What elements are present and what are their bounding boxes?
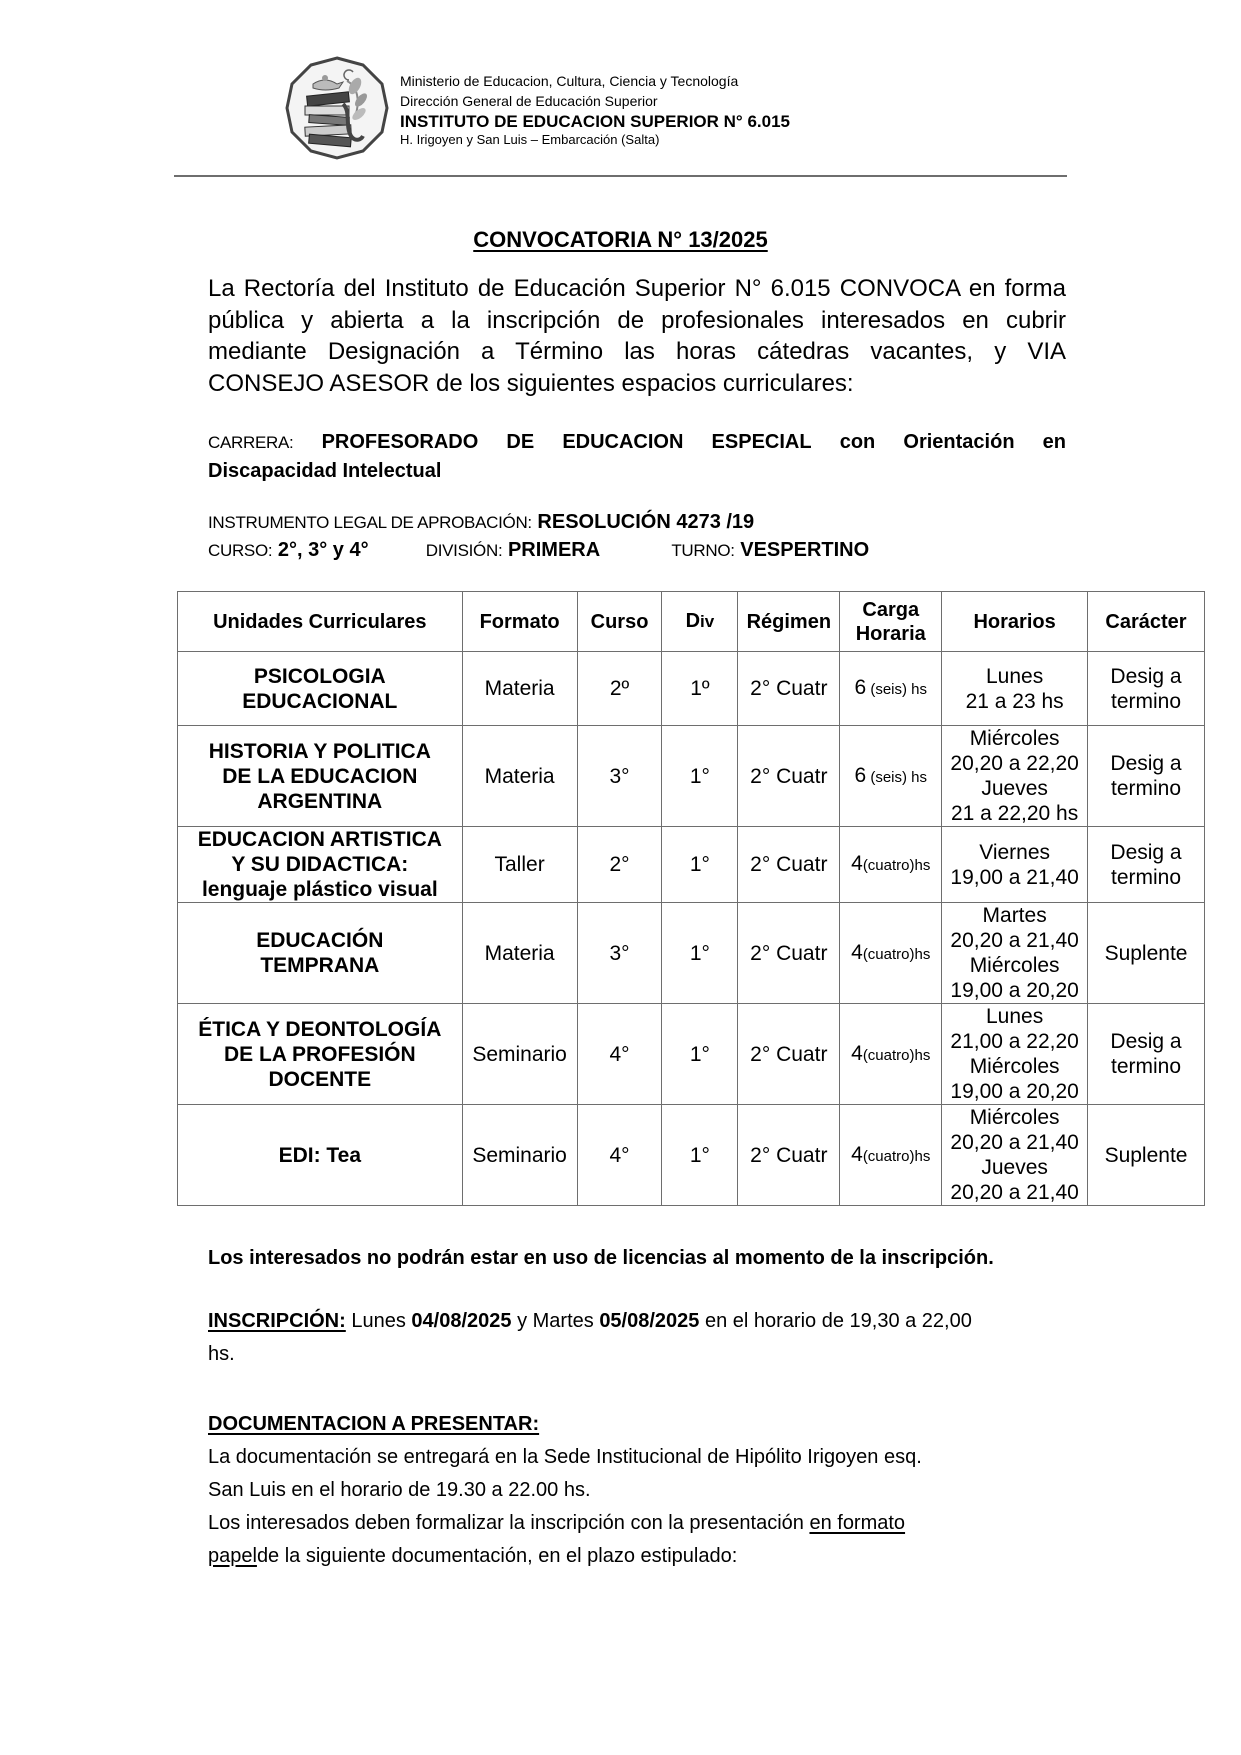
cell-formato: Materia xyxy=(462,903,577,1004)
cell-curso: 3° xyxy=(577,903,662,1004)
cell-horarios: Lunes 21,00 a 22,20 Miércoles 19,00 a 20,20 xyxy=(942,1004,1088,1105)
col-horarios: Horarios xyxy=(942,592,1088,652)
ministry-line: Ministerio de Educacion, Cultura, Ciencia y Tecnología xyxy=(400,73,739,89)
carrera-orientation-cont: Discapacidad Intelectual xyxy=(208,460,442,482)
cell-carga: 4(cuatro)hs xyxy=(840,1105,942,1206)
carrera-name: PROFESORADO DE EDUCACION ESPECIAL xyxy=(321,431,812,453)
instrumento-value: RESOLUCIÓN 4273 /19 xyxy=(537,511,755,533)
carrera-block xyxy=(208,428,1066,485)
inscripcion-date-1: 04/08/2025 xyxy=(411,1310,512,1332)
cell-formato: Materia xyxy=(462,726,577,827)
cell-horarios: Miércoles 20,20 a 21,40 Jueves 20,20 a 21,40 xyxy=(942,1105,1088,1206)
cell-caracter: Desig a termino xyxy=(1088,827,1205,903)
col-carga: Carga Horaria xyxy=(840,592,942,652)
inscripcion-label: INSCRIPCIÓN: xyxy=(208,1310,346,1332)
institute-address: H. Irigoyen y San Luis – Embarcación (Salta) xyxy=(400,132,660,147)
intro-line: CONSEJO ASESOR de los siguientes espacios curriculares: xyxy=(208,369,854,397)
col-div: Div xyxy=(662,592,738,652)
carrera-orientation: con Orientación en xyxy=(839,431,1067,453)
cell-horarios: Viernes 19,00 a 21,40 xyxy=(942,827,1088,903)
cell-regimen: 2° Cuatr xyxy=(738,726,840,827)
cell-carga: 4(cuatro)hs xyxy=(840,1004,942,1105)
cell-div: 1° xyxy=(662,726,738,827)
instrumento-legal xyxy=(208,508,754,537)
cell-regimen: 2° Cuatr xyxy=(738,903,840,1004)
division-label: DIVISIÓN: xyxy=(425,541,503,560)
table-row xyxy=(178,1105,1205,1206)
carrera-label: CARRERA: xyxy=(208,433,294,452)
cell-regimen: 2° Cuatr xyxy=(738,1004,840,1105)
cell-caracter: Desig a termino xyxy=(1088,652,1205,726)
cell-caracter: Desig a termino xyxy=(1088,726,1205,827)
cell-regimen: 2° Cuatr xyxy=(738,827,840,903)
cell-unidad: PSICOLOGIA EDUCACIONAL xyxy=(178,652,463,726)
header-divider xyxy=(174,175,1067,177)
documentacion-line: Los interesados deben formalizar la inscripción con la presentación en formato xyxy=(208,1512,906,1534)
cell-carga: 4(cuatro)hs xyxy=(840,903,942,1004)
cell-formato: Taller xyxy=(462,827,577,903)
intro-line: La Rectoría del Instituto de Educación Superior N° 6.015 CONVOCA en forma xyxy=(208,275,1066,302)
documentacion-line: La documentación se entregará en la Sede Institucional de Hipólito Irigoyen esq. xyxy=(208,1446,922,1468)
turno-label: TURNO: xyxy=(671,541,735,560)
cell-curso: 4° xyxy=(577,1004,662,1105)
intro-line: mediante Designación a Término las horas cátedras vacantes, y VIA xyxy=(208,338,1066,365)
cell-unidad: ÉTICA Y DEONTOLOGÍA DE LA PROFESIÓN DOCENTE xyxy=(178,1004,463,1105)
cell-unidad: EDUCACION ARTISTICA Y SU DIDACTICA: lenguaje plástico visual xyxy=(178,827,463,903)
curso-label: CURSO: xyxy=(208,541,273,560)
cell-curso: 4° xyxy=(577,1105,662,1206)
col-unidades: Unidades Curriculares xyxy=(178,592,463,652)
curso-division-turno xyxy=(208,536,869,565)
curricular-units-table xyxy=(177,591,1205,1206)
cell-horarios: Lunes 21 a 23 hs xyxy=(942,652,1088,726)
col-formato: Formato xyxy=(462,592,577,652)
document-title: CONVOCATORIA N° 13/2025 xyxy=(473,227,768,252)
table-row xyxy=(178,652,1205,726)
cell-div: 1° xyxy=(662,1004,738,1105)
cell-formato: Materia xyxy=(462,652,577,726)
cell-unidad: EDUCACIÓN TEMPRANA xyxy=(178,903,463,1004)
cell-carga: 6 (seis) hs xyxy=(840,652,942,726)
documentacion-line: papelde la siguiente documentación, en el plazo estipulado: xyxy=(208,1545,738,1567)
cell-horarios: Miércoles 20,20 a 22,20 Jueves 21 a 22,20 hs xyxy=(942,726,1088,827)
turno-value: VESPERTINO xyxy=(740,539,870,561)
cell-curso: 2º xyxy=(577,652,662,726)
documentacion-heading: DOCUMENTACION A PRESENTAR: xyxy=(208,1413,540,1435)
intro-line: pública y abierta a la inscripción de profesionales interesados en cubrir xyxy=(208,306,1066,334)
cell-div: 1° xyxy=(662,903,738,1004)
table-row xyxy=(178,903,1205,1004)
cell-caracter: Desig a termino xyxy=(1088,1004,1205,1105)
cell-curso: 3° xyxy=(577,726,662,827)
cell-formato: Seminario xyxy=(462,1105,577,1206)
cell-div: 1° xyxy=(662,827,738,903)
table-row xyxy=(178,726,1205,827)
cell-caracter: Suplente xyxy=(1088,1105,1205,1206)
licencias-notice: Los interesados no podrán estar en uso de licencias al momento de la inscripción. xyxy=(208,1247,994,1269)
cell-formato: Seminario xyxy=(462,1004,577,1105)
cell-curso: 2° xyxy=(577,827,662,903)
intro-paragraph xyxy=(208,273,1066,399)
inscripcion-block: INSCRIPCIÓN: Lunes 04/08/2025 y Martes 05/08/2025 en el horario de 19,30 a 22,00 hs. xyxy=(208,1310,972,1365)
cell-carga: 6 (seis) hs xyxy=(840,726,942,827)
cell-regimen: 2° Cuatr xyxy=(738,652,840,726)
table-row xyxy=(178,827,1205,903)
institute-name: INSTITUTO DE EDUCACION SUPERIOR N° 6.015 xyxy=(400,112,790,131)
directorate-line: Dirección General de Educación Superior xyxy=(400,93,658,109)
col-curso: Curso xyxy=(577,592,662,652)
cell-regimen: 2° Cuatr xyxy=(738,1105,840,1206)
division-value: PRIMERA xyxy=(507,539,601,561)
cell-unidad: HISTORIA Y POLITICA DE LA EDUCACION ARGENTINA xyxy=(178,726,463,827)
instrumento-label: INSTRUMENTO LEGAL DE APROBACIÓN: xyxy=(208,513,532,532)
documentacion-block xyxy=(208,1408,1066,1573)
col-regimen: Régimen xyxy=(738,592,840,652)
cell-horarios: Martes 20,20 a 21,40 Miércoles 19,00 a 20,20 xyxy=(942,903,1088,1004)
cell-carga: 4(cuatro)hs xyxy=(840,827,942,903)
cell-caracter: Suplente xyxy=(1088,903,1205,1004)
cell-div: 1° xyxy=(662,1105,738,1206)
cell-div: 1º xyxy=(662,652,738,726)
curso-value: 2°, 3° y 4° xyxy=(277,539,369,561)
institution-logo-icon xyxy=(285,56,389,160)
inscripcion-date-2: 05/08/2025 xyxy=(599,1310,700,1332)
table-row xyxy=(178,1004,1205,1105)
cell-unidad: EDI: Tea xyxy=(178,1105,463,1206)
col-caracter: Carácter xyxy=(1088,592,1205,652)
documentacion-line: San Luis en el horario de 19.30 a 22.00 hs. xyxy=(208,1479,591,1501)
table-header-row xyxy=(178,592,1205,652)
